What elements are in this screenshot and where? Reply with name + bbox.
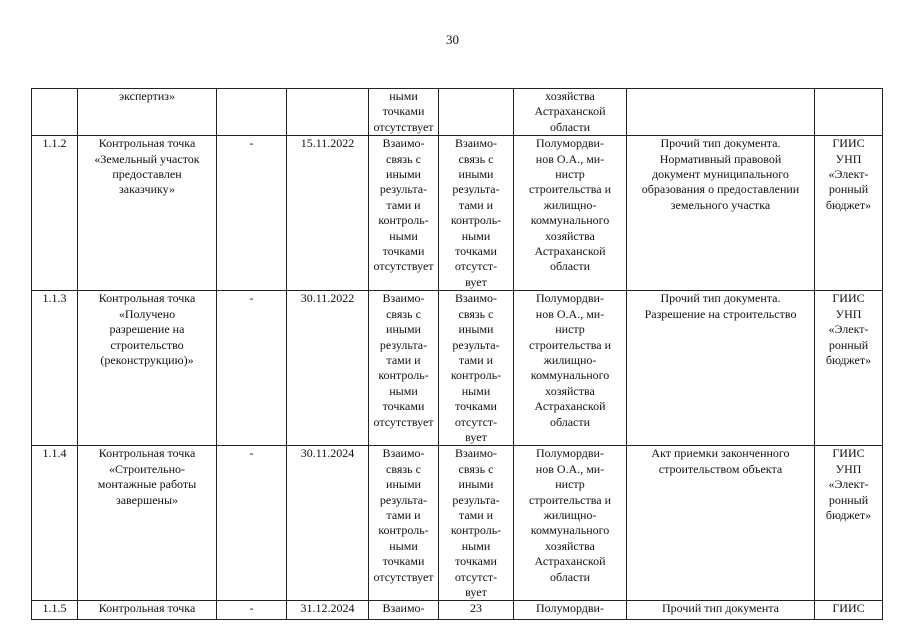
cell-text: 1.1.3 <box>42 291 67 306</box>
cell-text-line: области <box>549 119 591 134</box>
cell-text-line: точками <box>382 399 425 414</box>
relation-previous-cell <box>369 89 439 136</box>
cell-text-line: хозяйства <box>545 538 595 553</box>
cell-text-line: результа- <box>452 182 500 197</box>
cell-text-line: результа- <box>379 182 428 197</box>
previous-value-cell <box>217 136 287 291</box>
document-type-cell <box>627 136 815 291</box>
cell-text-line: ГИИС <box>832 291 865 306</box>
cell-text-line: коммунального <box>530 213 610 228</box>
cell-text-line: Полумордви- <box>536 446 604 461</box>
cell-text-line: экспертиз» <box>118 89 175 103</box>
cell-text-line: Полумордви- <box>536 601 604 616</box>
cell-text-line: 23 <box>470 601 482 616</box>
relation-previous-cell <box>369 291 439 446</box>
cell-text-line: области <box>549 569 591 584</box>
cell-text-line: Астраханской <box>534 399 606 414</box>
table-row <box>32 446 883 601</box>
cell-text-line: связь с <box>386 461 421 476</box>
cell-text-line: контроль- <box>378 213 429 228</box>
cell-text-line: документ муниципального <box>652 167 789 182</box>
cell-text-line: нов О.А., ми- <box>535 306 605 321</box>
cell-text-line: Нормативный правовой <box>659 151 782 166</box>
cell-text-line: иными <box>458 167 494 182</box>
previous-value-cell <box>217 291 287 446</box>
due-date-cell <box>287 446 369 601</box>
information-system-cell <box>815 136 883 291</box>
cell-text-line: «Получено <box>118 306 176 321</box>
cell-text-line: вует <box>465 585 487 599</box>
cell-text-line: Разрешение на строительство <box>644 306 797 321</box>
table-row <box>32 136 883 291</box>
cell-text-line: ными <box>389 228 418 243</box>
cell-text-line: тами и <box>458 197 494 212</box>
cell-text-line: строительства и <box>529 492 611 507</box>
relation-next-cell <box>439 89 514 136</box>
due-date-cell <box>287 89 369 136</box>
cell-text: - <box>249 291 254 306</box>
cell-text-line: ными <box>389 383 418 398</box>
control-point-name-cell <box>78 136 217 291</box>
cell-text-line: бюджет» <box>825 352 872 367</box>
cell-text-line: ными <box>461 383 491 398</box>
row-id-cell <box>32 89 78 136</box>
cell-text-line: разрешение на <box>109 322 185 337</box>
cell-text-line: Контрольная точка <box>98 136 196 151</box>
due-date-cell <box>287 136 369 291</box>
cell-text-line: результа- <box>379 337 428 352</box>
cell-text-line: Взаимо- <box>454 446 498 461</box>
cell-text-line: точками <box>455 244 497 259</box>
page-number: 30 <box>446 32 459 47</box>
cell-text-line: Взаимо- <box>382 291 425 306</box>
information-system-cell <box>815 446 883 601</box>
cell-text-line: результа- <box>452 337 500 352</box>
cell-text-line: тами и <box>458 352 494 367</box>
relation-next-cell <box>439 446 514 601</box>
cell-text-line: Астраханской <box>534 554 606 569</box>
control-point-name-cell <box>78 446 217 601</box>
cell-text: 1.1.2 <box>42 136 67 151</box>
cell-text-line: вует <box>465 274 487 289</box>
due-date-cell <box>287 291 369 446</box>
cell-text-line: точками <box>455 554 497 569</box>
cell-text-line: ными <box>461 538 491 553</box>
document-type-cell <box>627 291 815 446</box>
relation-next-cell <box>439 291 514 446</box>
cell-text-line: области <box>549 259 591 274</box>
responsible-person-cell <box>514 601 627 620</box>
cell-text-line: точками <box>455 399 497 414</box>
cell-text-line: земельного участка <box>670 197 771 212</box>
previous-value-cell <box>217 601 287 620</box>
cell-text-line: иными <box>458 477 494 492</box>
cell-text-line: ронный <box>828 492 869 507</box>
cell-text: 1.1.5 <box>42 601 67 616</box>
cell-text-line: строительство <box>110 337 184 352</box>
cell-text-line: коммунального <box>530 368 610 383</box>
cell-text-line: Астраханской <box>534 104 606 119</box>
cell-text-line: хозяйства <box>545 383 595 398</box>
cell-text: 30.11.2022 <box>300 291 355 306</box>
due-date-cell <box>287 601 369 620</box>
cell-text-line: строительства и <box>529 182 611 197</box>
cell-text-line: ГИИС <box>832 136 865 151</box>
cell-text-line: контроль- <box>450 213 502 228</box>
cell-text-line: тами и <box>458 507 494 522</box>
relation-next-cell <box>439 136 514 291</box>
cell-text-line: отсутст- <box>454 259 498 274</box>
cell-text-line: коммунального <box>530 523 610 538</box>
cell-text-line: ронный <box>828 337 869 352</box>
cell-text-line: результа- <box>379 492 428 507</box>
cell-text-line: «Земельный участок <box>94 151 200 166</box>
cell-text-line: Астраханской <box>534 244 606 259</box>
cell-text-line: строительством объекта <box>658 461 783 476</box>
cell-text-line: жилищно- <box>543 197 597 212</box>
cell-text-line: области <box>549 414 591 429</box>
cell-text: - <box>249 601 254 616</box>
cell-text-line: точками <box>382 104 425 119</box>
cell-text-line: нистр <box>555 477 585 492</box>
cell-text-line: отсутст- <box>454 569 498 584</box>
cell-text-line: отсутствует <box>373 569 434 584</box>
relation-previous-cell <box>369 136 439 291</box>
document-type-cell <box>627 601 815 620</box>
cell-text-line: иными <box>386 477 421 492</box>
cell-text-line: нов О.А., ми- <box>535 151 605 166</box>
previous-value-cell <box>217 89 287 136</box>
cell-text-line: отсутствует <box>373 414 434 429</box>
cell-text-line: УНП <box>835 306 862 321</box>
cell-text-line: УНП <box>835 151 862 166</box>
cell-text-line: монтажные работы <box>97 477 197 492</box>
cell-text-line: хозяйства <box>545 89 595 103</box>
row-id-cell <box>32 601 78 620</box>
cell-text-line: ными <box>389 538 418 553</box>
cell-text: 30.11.2024 <box>300 446 355 461</box>
cell-text-line: ГИИС <box>832 446 865 461</box>
cell-text-line: нистр <box>555 167 585 182</box>
cell-text-line: хозяйства <box>545 228 595 243</box>
cell-text-line: нов О.А., ми- <box>535 461 605 476</box>
cell-text-line: Взаимо- <box>454 291 498 306</box>
cell-text: 1.1.4 <box>42 446 67 461</box>
cell-text-line: результа- <box>452 492 500 507</box>
cell-text: - <box>249 446 254 461</box>
information-system-cell <box>815 89 883 136</box>
information-system-cell <box>815 601 883 620</box>
cell-text-line: Прочий тип документа. <box>660 291 781 306</box>
cell-text-line: предоставлен <box>112 167 182 182</box>
cell-text-line: жилищно- <box>543 352 597 367</box>
cell-text-line: Контрольная точка <box>98 601 196 616</box>
cell-text-line: (реконструкцию)» <box>100 352 194 367</box>
cell-text-line: отсутст- <box>454 414 498 429</box>
cell-text-line: Взаимо- <box>382 446 425 461</box>
cell-text-line: образования о предоставлении <box>641 182 800 197</box>
cell-text-line: точками <box>382 244 425 259</box>
cell-text-line: Прочий тип документа. <box>660 136 781 151</box>
cell-text-line: отсутствует <box>373 119 434 134</box>
cell-text-line: «Строительно- <box>108 461 186 476</box>
cell-text-line: Взаимо- <box>382 601 425 616</box>
cell-text-line: связь с <box>458 151 494 166</box>
cell-text-line: вует <box>465 429 487 444</box>
cell-text-line: бюджет» <box>825 507 872 522</box>
control-point-name-cell <box>78 291 217 446</box>
table-row <box>32 89 883 136</box>
cell-text-line: Полумордви- <box>536 291 604 306</box>
responsible-person-cell <box>514 136 627 291</box>
cell-text-line: связь с <box>386 306 421 321</box>
row-id-cell <box>32 291 78 446</box>
cell-text-line: заказчику» <box>119 182 175 197</box>
cell-text-line: иными <box>386 322 421 337</box>
cell-text-line: ными <box>389 89 418 103</box>
cell-text-line: тами и <box>386 197 421 212</box>
table-row <box>32 291 883 446</box>
cell-text-line: жилищно- <box>543 507 597 522</box>
previous-value-cell <box>217 446 287 601</box>
cell-text-line: тами и <box>386 352 421 367</box>
cell-text: - <box>249 136 254 151</box>
cell-text-line: УНП <box>835 461 862 476</box>
cell-text-line: тами и <box>386 507 421 522</box>
cell-text-line: Прочий тип документа <box>662 601 779 616</box>
row-id-cell <box>32 446 78 601</box>
cell-text-line: контроль- <box>378 523 429 538</box>
cell-text-line: контроль- <box>450 523 502 538</box>
cell-text-line: бюджет» <box>825 197 872 212</box>
responsible-person-cell <box>514 89 627 136</box>
relation-previous-cell <box>369 446 439 601</box>
responsible-person-cell <box>514 446 627 601</box>
cell-text-line: связь с <box>386 151 421 166</box>
cell-text-line: ГИИС <box>832 601 865 616</box>
cell-text-line: Взаимо- <box>382 136 425 151</box>
control-points-table <box>31 88 883 620</box>
table-row <box>32 601 883 620</box>
cell-text-line: отсутствует <box>373 259 434 274</box>
cell-text-line: иными <box>386 167 421 182</box>
cell-text-line: связь с <box>458 306 494 321</box>
relation-next-cell <box>439 601 514 620</box>
document-type-cell <box>627 89 815 136</box>
cell-text-line: Контрольная точка <box>98 291 196 306</box>
cell-text-line: ронный <box>828 182 869 197</box>
cell-text-line: Контрольная точка <box>98 446 196 461</box>
cell-text-line: строительства и <box>529 337 611 352</box>
cell-text-line: Акт приемки законченного <box>651 446 790 461</box>
cell-text-line: завершены» <box>115 492 179 507</box>
cell-text-line: контроль- <box>378 368 429 383</box>
cell-text-line: нистр <box>555 322 585 337</box>
cell-text-line: иными <box>458 322 494 337</box>
information-system-cell <box>815 291 883 446</box>
cell-text-line: контроль- <box>450 368 502 383</box>
cell-text: 15.11.2022 <box>300 136 355 151</box>
row-id-cell <box>32 136 78 291</box>
control-point-name-cell <box>78 89 217 136</box>
cell-text: 31.12.2024 <box>300 601 355 616</box>
control-point-name-cell <box>78 601 217 620</box>
cell-text-line: ными <box>461 228 491 243</box>
cell-text-line: точками <box>382 554 425 569</box>
relation-previous-cell <box>369 601 439 620</box>
cell-text-line: Взаимо- <box>454 136 498 151</box>
cell-text-line: «Элект- <box>828 322 869 337</box>
cell-text-line: Полумордви- <box>536 136 604 151</box>
cell-text-line: связь с <box>458 461 494 476</box>
document-type-cell <box>627 446 815 601</box>
cell-text-line: «Элект- <box>828 167 869 182</box>
cell-text-line: «Элект- <box>828 477 869 492</box>
responsible-person-cell <box>514 291 627 446</box>
